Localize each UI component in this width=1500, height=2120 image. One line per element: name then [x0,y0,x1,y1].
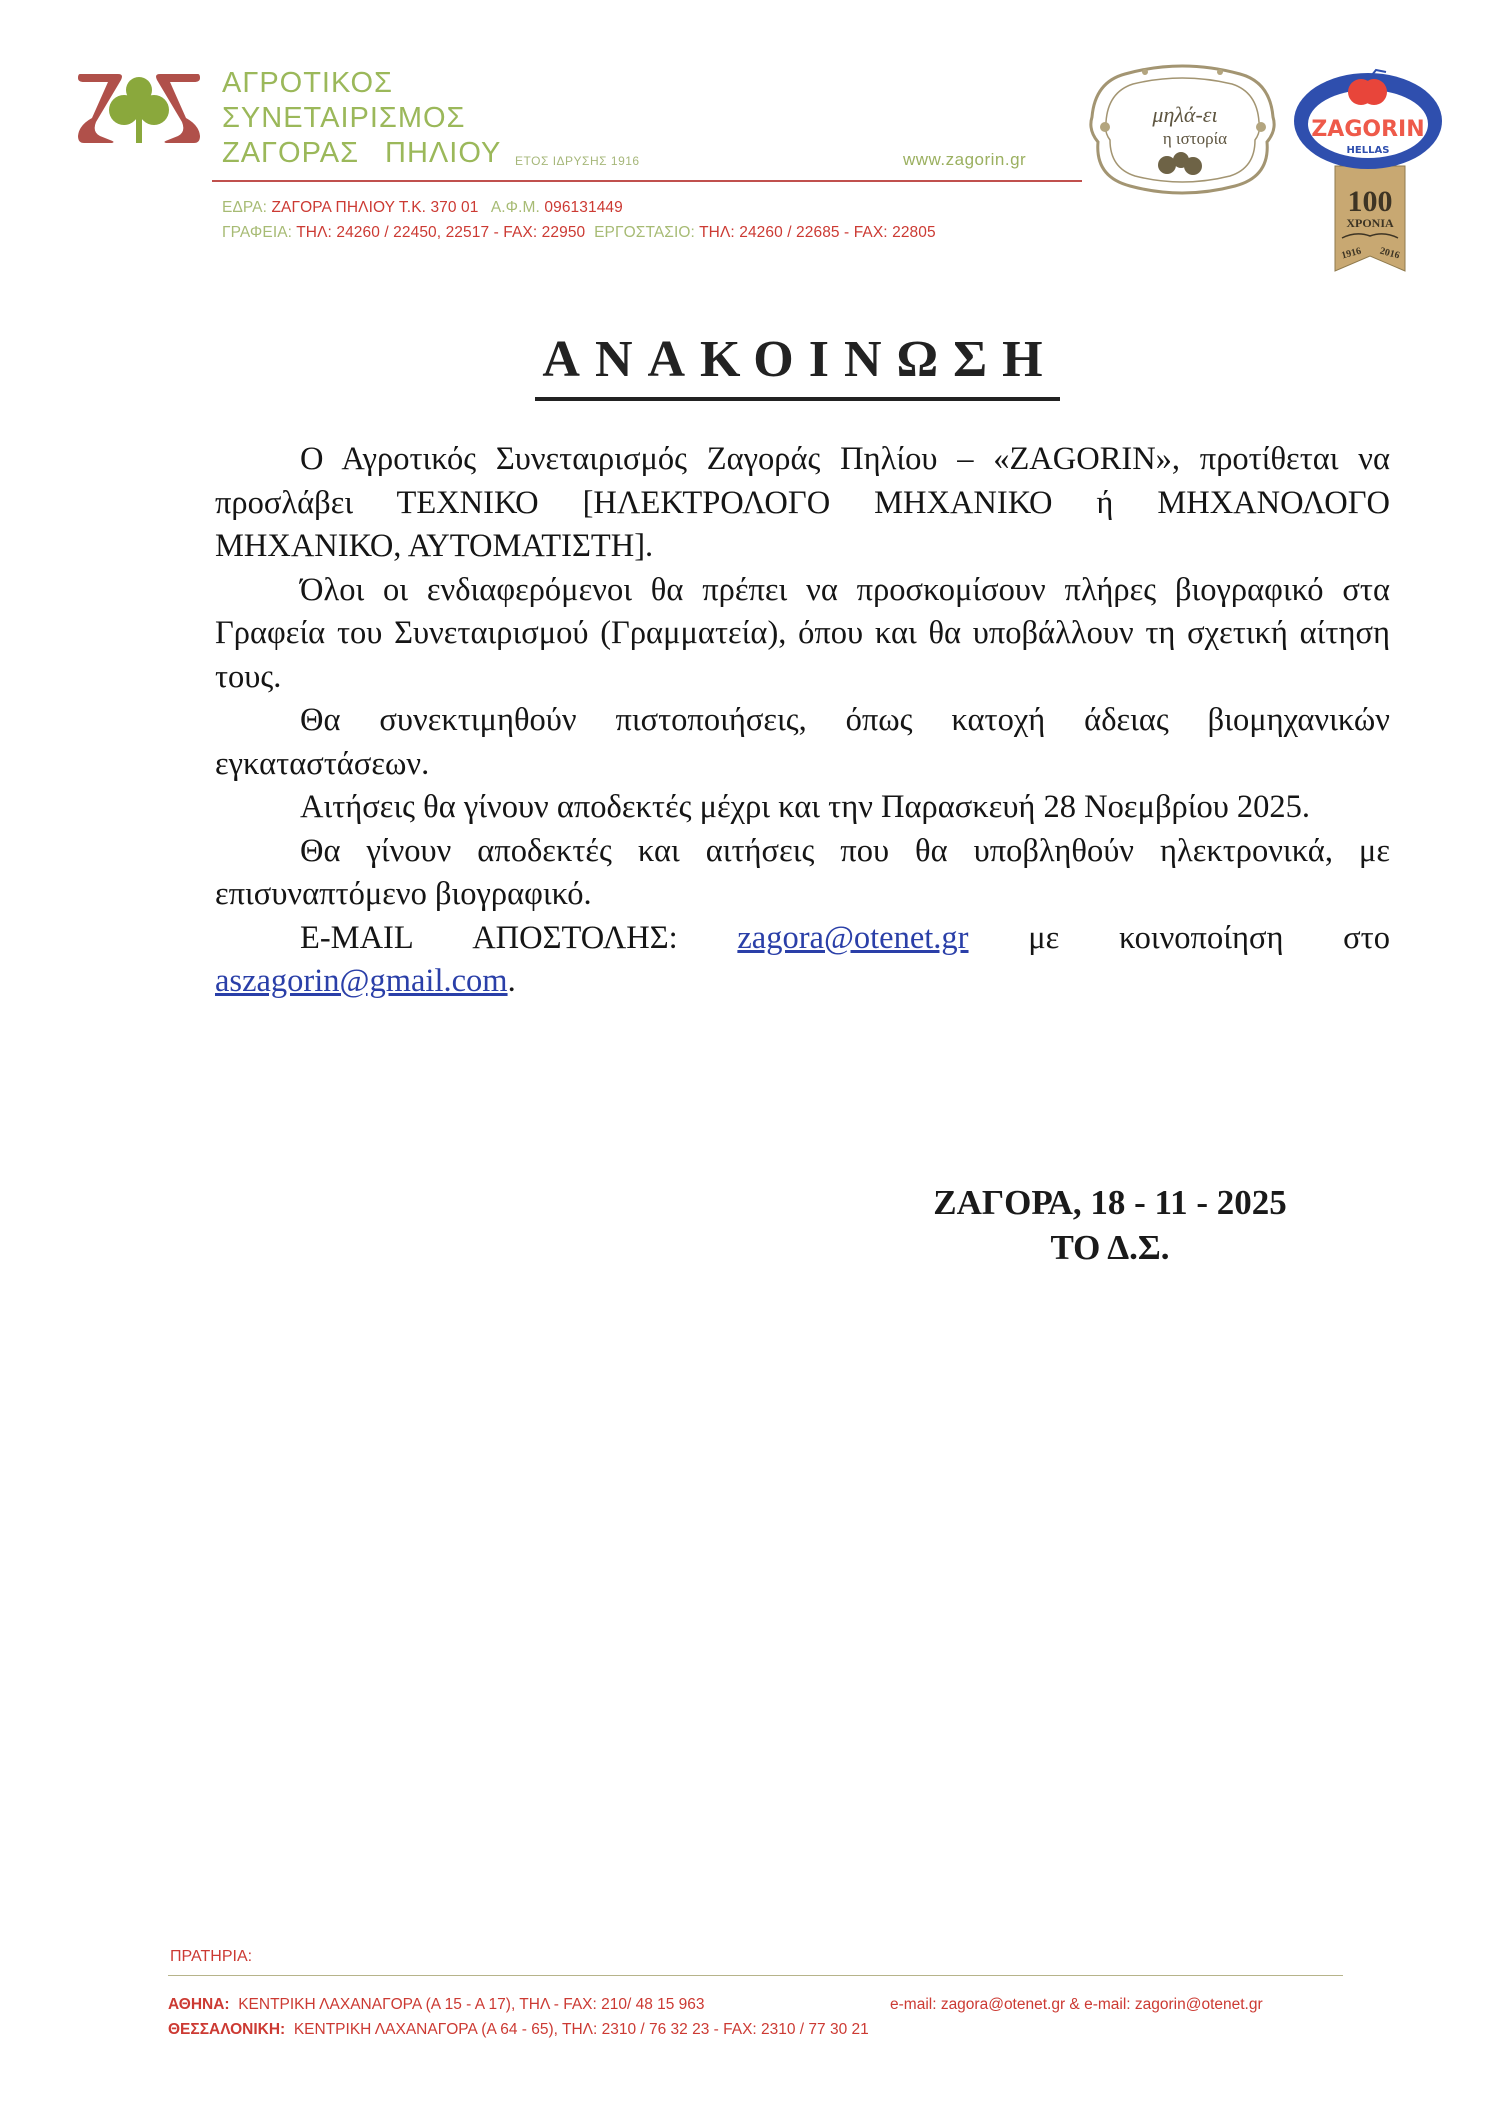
header-divider [212,180,1082,182]
athens-value: ΚΕΝΤΡΙΚΗ ΛΑΧΑΝΑΓΟΡΑ (Α 15 - Α 17), ΤΗΛ - FAX: 210/ 48 15 963 [238,1996,705,2013]
place-date: ΖΑΓΟΡΑ, 18 - 11 - 2025 [933,1183,1287,1222]
email-suffix: . [507,963,516,999]
thessaloniki-value: ΚΕΝΤΡΙΚΗ ΛΑΧΑΝΑΓΟΡΑ (Α 64 - 65), ΤΗΛ: 2310 / 76 32 23 - FAX: 2310 / 77 30 21 [293,2021,869,2038]
factory-value: ΤΗΛ: 24260 / 22685 - FAX: 22805 [699,224,936,241]
badge-sub: HELLAS [1346,145,1390,156]
founded-year: ΕΤΟΣ ΙΔΡΥΣΗΣ 1916 [515,154,640,168]
paragraph-cv-submission: Όλοι οι ενδιαφερόμενοι θα πρέπει να προσκομίσουν πλήρες βιογραφικό στα Γραφεία του Συνεταιρισμού (Γραμματεία), όπου και θα υποβάλλουν τη σχετική αίτηση τους. [215,571,1390,695]
footer-emails: e-mail: zagora@otenet.gr & e-mail: zagorin@otenet.gr [890,1996,1263,2013]
document-title: ΑΝΑΚΟΙΝΩΣΗ [542,331,1058,388]
badge-brand: ZAGORIN [1311,117,1425,142]
org-name-line-3 [222,138,501,168]
tree-logo-icon [74,70,204,145]
seat-label: ΕΔΡΑ: [222,199,268,216]
zagorin-100-years-badge [1290,66,1450,276]
org-name-region: ΠΗΛΙΟΥ [385,137,502,169]
footer-athens [168,1996,705,2014]
badge-years: 100 [1347,185,1393,218]
website-link[interactable]: www.zagorin.gr [903,150,1027,169]
signatory: ΤΟ Δ.Σ. [1050,1228,1170,1267]
badge-to-year: 2016 [1378,245,1401,262]
announcement-body [215,438,1390,1004]
email-prefix: E-MAIL ΑΠΟΣΤΟΛΗΣ: [300,919,738,956]
paragraph-email [215,917,1390,1004]
title-underline [535,397,1060,401]
thessaloniki-label: ΘΕΣΣΑΛΟΝΙΚΗ: [168,2021,286,2038]
seat-value: ΖΑΓΟΡΑ ΠΗΛΙΟΥ Τ.Κ. 370 01 [271,199,479,216]
org-name-line-1: ΑΓΡΟΤΙΚΟΣ [222,67,393,99]
org-name-line-2: ΣΥΝΕΤΑΙΡΙΣΜΟΣ [222,102,466,134]
contact-info [222,224,936,242]
seat-info [222,199,623,217]
paragraph-electronic: Θα γίνουν αποδεκτές και αιτήσεις που θα υποβληθούν ηλεκτρονικά, με επισυναπτόμενο βιογραφικό. [215,832,1390,912]
footer-label: ΠΡΑΤΗΡΙΑ: [170,1948,253,1965]
paragraph-certifications: Θα συνεκτιμηθούν πιστοποιήσεις, όπως κατοχή άδειας βιομηχανικών εγκαταστάσεων. [215,702,1390,782]
afm-label: Α.Φ.Μ. [490,199,540,216]
email-link-zagora[interactable]: zagora@otenet.gr [737,919,969,956]
signature-block [840,1180,1380,1270]
athens-label: ΑΘΗΝΑ: [168,1996,230,2013]
seal-text-line2: η ιστορία [1162,129,1228,148]
paragraph-deadline: Αιτήσεις θα γίνουν αποδεκτές μέχρι και την Παρασκευή 28 Νοεμβρίου 2025. [300,789,1311,825]
history-seal [1085,62,1280,197]
cooperative-logo [74,70,204,145]
email-middle: με κοινοποίηση στο [968,919,1390,956]
badge-years-label: ΧΡΟΝΙΑ [1346,216,1394,230]
email-link-aszagorin[interactable]: aszagorin@gmail.com [215,963,508,999]
org-name-place: ΖΑΓΟΡΑΣ [222,137,360,169]
footer-thessaloniki [168,2021,869,2039]
paragraph-position: Ο Αγροτικός Συνεταιρισμός Ζαγοράς Πηλίου – «ZAGORIN», προτίθεται να προσλάβει ΤΕΧΝΙΚΟ [ΗΛΕΚΤΡΟΛΟΓΟ ΜΗΧΑΝΙΚΟ ή ΜΗΧΑΝΟΛΟΓΟ ΜΗΧΑΝΙΚΟ, ΑΥΤΟΜΑΤΙΣΤΗ]. [215,441,1390,564]
factory-label: ΕΡΓΟΣΤΑΣΙΟ: [594,224,695,241]
offices-label: ΓΡΑΦΕΙΑ: [222,224,293,241]
apples-icon [1158,152,1202,175]
offices-value: ΤΗΛ: 24260 / 22450, 22517 - FAX: 22950 [296,224,586,241]
footer-divider [168,1975,1343,1976]
afm-value: 096131449 [544,199,623,216]
seal-text-line1: μηλά-ει [1152,102,1218,127]
badge-from-year: 1916 [1340,245,1363,262]
